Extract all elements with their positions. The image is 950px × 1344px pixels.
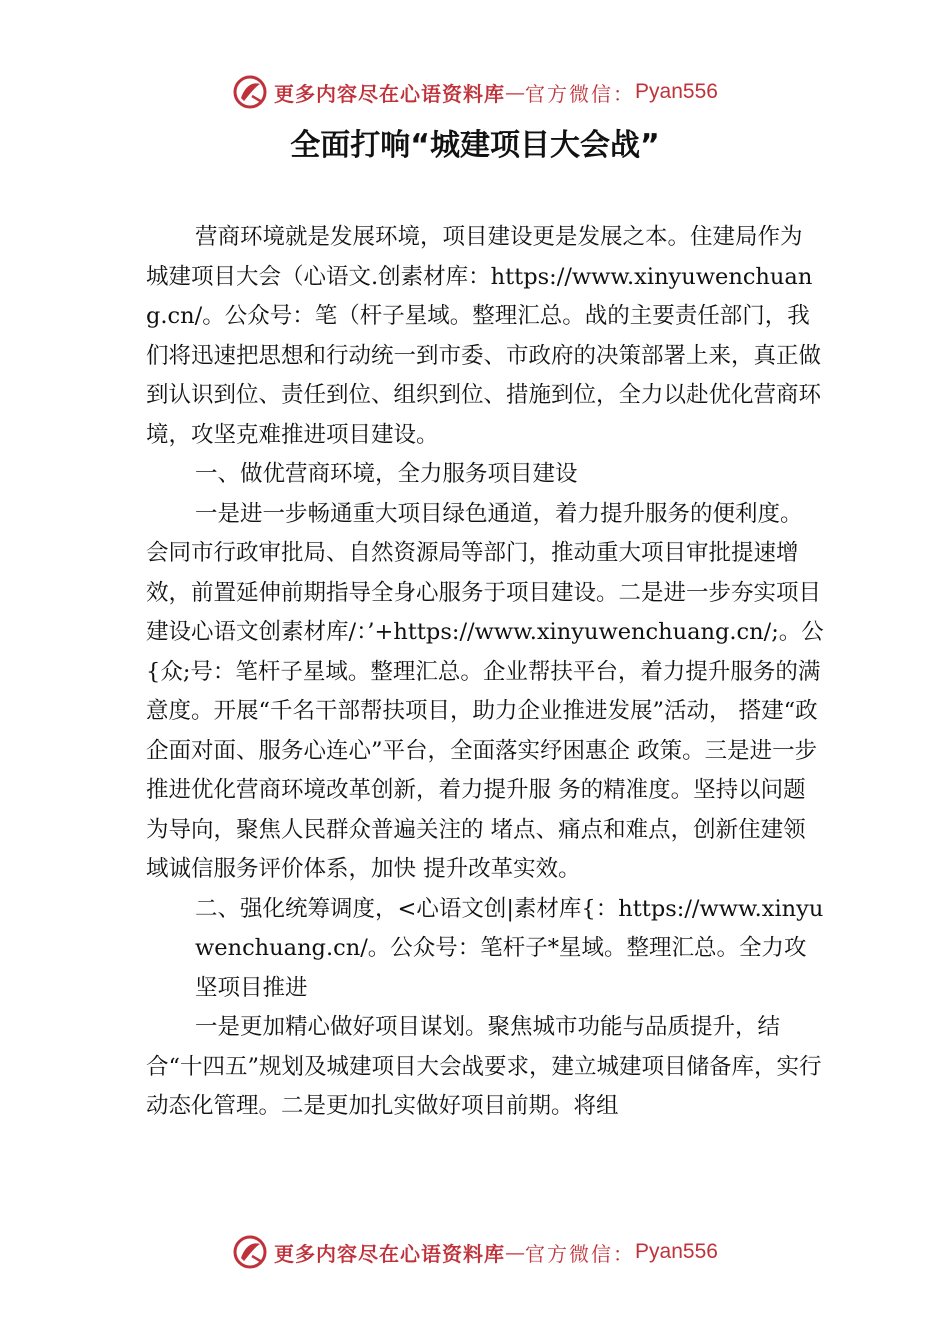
banner-wechat-label: 官方微信： [525,1241,636,1266]
banner-dash: — [505,80,526,104]
banner-text: 更多内容尽在心语资料库 [274,1241,506,1266]
banner-wechat-id: Pyan556 [635,1240,718,1263]
document-body [146,218,824,1127]
paragraph-section-2: 一是更加精心做好项目谋划。聚焦城市功能与品质提升，结合“十四五”规划及城建项目大会战要求，建立城建项目储备库，实行动态化管理。二是更加扎实做好项目前期。将组 [146,1014,822,1119]
footer-banner [0,1230,950,1274]
banner-dash: — [505,1240,526,1264]
banner-wechat-id: Pyan556 [635,80,718,103]
logo-icon [232,74,268,110]
section-heading-2: 二、强化统筹调度，<心语文创|素材库{：https://www.xinyuwenchuang.cn/。公众号：笔杆子*星域。整理汇总。全力攻坚项目推进 [195,895,824,1001]
logo-icon [232,1234,268,1270]
banner-text: 更多内容尽在心语资料库 [274,81,506,106]
banner-wechat-label: 官方微信： [525,81,636,106]
header-banner [0,70,950,114]
section-heading-1: 一、做优营商环境，全力服务项目建设 [195,461,578,487]
paragraph-section-1: 一是进一步畅通重大项目绿色通道，着力提升服务的便利度。会同市行政审批局、自然资源局等部门，推动重大项目审批提速增效，前置延伸前期指导全身心服务于项目建设。二是进一步夯实项目建设心语文创素材库/：’+https://www.xinyuwenchuang.cn/;。公{众;号：笔杆子星域。整理汇总。企业帮扶平台，着力提升服务的满 意度。开展“千名干部帮扶项目，助力企业推进发展”活动， 搭建“政企面对面、服务心连心”平台，全面落实纾困惠企 政策。三是进一步推进优化营商环境改革创新，着力提升服 务的精准度。坚持以问题为导向，聚焦人民群众普遍关注的 堵点、痛点和难点，创新住建领域诚信服务评价体系，加快 提升改革实效。 [146,500,824,882]
document-title: 全面打响“城建项目大会战” [290,128,660,163]
paragraph-intro: 营商环境就是发展环境，项目建设更是发展之本。住建局作为城建项目大会（心语文.创素材库：https://www.xinyuwenchuang.cn/。公众号：笔（杆子星域。整理汇总。战的主要责任部门，我们将迅速把思想和行动统一到市委、市政府的决策部署上来，真正做到认识到位、责任到位、组织到位、措施到位，全力以赴优化营商环境，攻坚克难推进项目建设。 [146,224,822,448]
